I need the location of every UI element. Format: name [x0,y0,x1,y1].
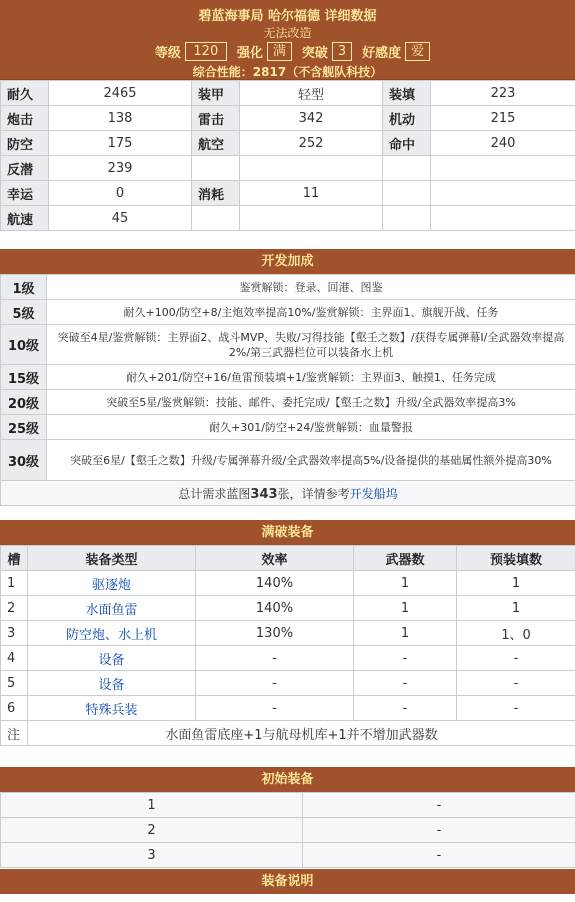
preload-count: 1、0 [457,621,575,646]
weapon-count: - [354,696,457,721]
column-header: 效率 [196,546,354,571]
dev-dock-link[interactable]: 开发船坞 [349,486,398,501]
limit-break-value[interactable]: 3 [332,42,352,61]
stat-label: 消耗 [192,181,240,206]
dev-bonus-title: 开发加成 [0,249,575,274]
empty-cell [192,206,240,231]
weapon-count: 1 [354,621,457,646]
equipment-type-link[interactable]: 特殊兵装 [28,696,196,721]
stat-label: 机动 [383,106,431,131]
column-header: 装备类型 [28,546,196,571]
empty-cell [431,181,575,206]
preload-count: 1 [457,596,575,621]
equipment-type-link[interactable]: 防空炮、水上机 [28,621,196,646]
dev-desc: 鉴赏解锁：登录、回港、图鉴 [47,275,575,300]
stat-value: 138 [49,106,192,131]
initial-slot: 3 [1,843,303,868]
dev-level: 30级 [1,440,47,481]
dev-level: 1级 [1,275,47,300]
stat-value: 252 [240,131,383,156]
note-label: 注 [1,721,28,746]
dev-desc: 耐久+301/防空+24/鉴赏解锁：血量警报 [47,415,575,440]
page-title: 碧蓝海事局 哈尔福德 详细数据 [198,9,377,24]
column-header: 武器数 [354,546,457,571]
stat-value: 223 [431,81,575,106]
limit-break-label: 突破 [301,45,328,61]
level-label: 等级 [154,45,181,61]
slot-number: 5 [1,671,28,696]
equipment-type-link[interactable]: 设备 [28,646,196,671]
stat-label: 航空 [192,131,240,156]
stat-label: 幸运 [1,181,49,206]
empty-cell [192,156,240,181]
section-gap [0,751,575,767]
efficiency: - [196,646,354,671]
retrofit-status: 无法改造 [263,26,312,40]
dev-desc: 突破至6星/【壑壬之数】升级/专属弹幕升级/全武器效率提高5%/设备提供的基础属性额外提高30% [47,440,575,481]
empty-cell [240,206,383,231]
equipment-desc-title: 装备说明 [0,869,575,894]
equipment-type-link[interactable]: 设备 [28,671,196,696]
preload-count: - [457,646,575,671]
stat-value: 175 [49,131,192,156]
initial-item: - [303,793,575,818]
empty-cell [431,156,575,181]
empty-cell [240,156,383,181]
slot-number: 4 [1,646,28,671]
dev-desc: 耐久+201/防空+16/鱼雷预装填+1/鉴赏解锁：主界面3、触摸1、任务完成 [47,365,575,390]
stat-label: 装填 [383,81,431,106]
stat-label: 雷击 [192,106,240,131]
dev-level: 5级 [1,300,47,325]
stat-value: 轻型 [240,81,383,106]
stat-value: 45 [49,206,192,231]
empty-cell [431,206,575,231]
empty-cell [383,206,431,231]
stat-label: 防空 [1,131,49,156]
dev-desc: 突破至5星/鉴赏解锁：技能、邮件、委托完成/【壑壬之数】升级/全武器效率提高3% [47,390,575,415]
stat-label: 装甲 [192,81,240,106]
initial-item: - [303,843,575,868]
stat-label: 命中 [383,131,431,156]
stat-value: 342 [240,106,383,131]
stat-label: 反潜 [1,156,49,181]
stats-table [0,80,575,231]
stat-value: 0 [49,181,192,206]
slot-number: 1 [1,571,28,596]
affection-label: 好感度 [362,45,402,61]
enhance-value[interactable]: 满 [267,42,292,61]
initial-item: - [303,818,575,843]
slot-number: 3 [1,621,28,646]
dev-level: 10级 [1,325,47,365]
dev-level: 15级 [1,365,47,390]
dev-bonus-table [0,274,575,506]
stat-value: 239 [49,156,192,181]
full-break-table [0,545,575,746]
initial-slot: 1 [1,793,303,818]
ship-header [0,0,575,80]
affection-value[interactable]: 爱 [405,42,430,61]
level-value[interactable]: 120 [185,42,227,61]
preload-count: 1 [457,571,575,596]
blueprint-count: 343 [250,486,278,502]
overall-performance: 综合性能：2817（不含舰队科技） [192,65,383,79]
blueprint-total: 总计需求蓝图343张，详情参考开发船坞 [1,481,575,506]
efficiency: - [196,671,354,696]
equipment-type-link[interactable]: 驱逐炮 [28,571,196,596]
efficiency: 130% [196,621,354,646]
note-text: 水面鱼雷底座+1与航母机库+1并不增加武器数 [28,721,575,746]
column-header: 预装填数 [457,546,575,571]
weapon-count: 1 [354,596,457,621]
empty-cell [383,156,431,181]
dev-desc: 突破至4星/鉴赏解锁：主界面2、战斗MVP、失败/习得技能【壑壬之数】/获得专属弹幕I/全武器效率提高2%/第三武器栏位可以装备水上机 [47,325,575,365]
dev-desc: 耐久+100/防空+8/主炮效率提高10%/鉴赏解锁：主界面1、旗舰开战、任务 [47,300,575,325]
enhance-label: 强化 [236,45,263,61]
stat-label: 炮击 [1,106,49,131]
initial-equipment-title: 初始装备 [0,767,575,792]
slot-number: 6 [1,696,28,721]
preload-count: - [457,696,575,721]
dev-level: 25级 [1,415,47,440]
stat-value: 215 [431,106,575,131]
efficiency: - [196,696,354,721]
efficiency: 140% [196,596,354,621]
stat-value: 240 [431,131,575,156]
stat-value: 2465 [49,81,192,106]
initial-slot: 2 [1,818,303,843]
initial-equipment-table [0,792,575,868]
stat-value: 11 [240,181,383,206]
dev-level: 20级 [1,390,47,415]
stat-label: 航速 [1,206,49,231]
stat-label: 耐久 [1,81,49,106]
column-header: 槽 [1,546,28,571]
section-gap [0,507,575,520]
slot-number: 2 [1,596,28,621]
section-gap [0,233,575,249]
ship-settings-row [0,41,575,61]
empty-cell [383,181,431,206]
efficiency: 140% [196,571,354,596]
weapon-count: - [354,646,457,671]
weapon-count: - [354,671,457,696]
preload-count: - [457,671,575,696]
full-break-title: 满破装备 [0,520,575,545]
equipment-type-link[interactable]: 水面鱼雷 [28,596,196,621]
weapon-count: 1 [354,571,457,596]
